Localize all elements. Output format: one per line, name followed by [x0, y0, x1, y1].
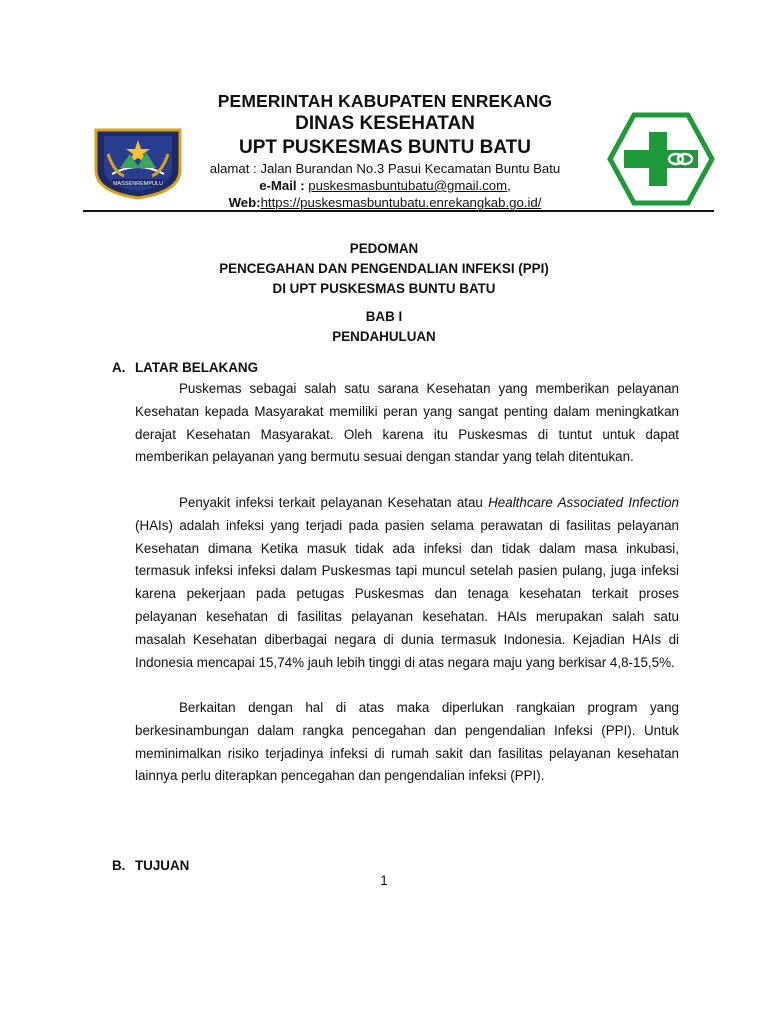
puskesmas-logo-icon [607, 112, 715, 206]
section-b-title: TUJUAN [135, 858, 190, 873]
letterhead-address: alamat : Jalan Burandan No.3 Pasui Kecamatan Buntu Batu [209, 161, 561, 176]
page-number: 1 [380, 873, 388, 888]
chapter-name: PENDAHULUAN [332, 329, 436, 344]
letterhead-government: PEMERINTAH KABUPATEN ENREKANG [217, 91, 553, 111]
emblem-motto: MASSENREMPULU [112, 181, 164, 187]
email-link[interactable]: puskesmasbuntubatu@gmail.com [308, 178, 508, 193]
letterhead-email-row [180, 177, 590, 194]
letterhead-web-row [180, 194, 590, 211]
paragraph-2-term: Healthcare Associated Infection [488, 495, 679, 510]
section-a-heading [112, 360, 258, 375]
paragraph-2 [135, 492, 679, 674]
paragraph-3-text: Berkaitan dengan hal di atas maka diperlukan rangkaian program yang berkesinambungan dalam rangka pencegahan dan pengendalian Infeksi (PPI). Untuk meminimalkan risiko terjadinya infeksi di rumah sakit dan fasilitas pelayanan kesehatan lainnya perlu diterapkan pencegahan dan pengendalian infeksi (PPI). [135, 700, 679, 784]
letterhead-department: DINAS KESEHATAN [295, 113, 475, 134]
letterhead-divider [83, 210, 714, 212]
email-suffix: , [507, 178, 511, 193]
web-label: Web: [228, 195, 261, 210]
paragraph-1 [135, 378, 679, 469]
paragraph-1-text: Puskemas sebagai salah satu sarana Kesehatan yang memberikan pelayanan Kesehatan kepada Masyarakat memiliki peran yang sangat penting dalam meningkatkan derajat Kesehatan Masyarakat. Oleh karena itu Puskesmas di tuntut untuk dapat memberikan pelayanan yang bermutu sesuai dengan standar yang telah ditentukan. [135, 381, 679, 465]
title-line-3: DI UPT PUSKESMAS BUNTU BATU [272, 281, 496, 296]
title-line-2: PENCEGAHAN DAN PENGENDALIAN INFEKSI (PPI) [219, 261, 549, 276]
letterhead [180, 90, 590, 211]
letterhead-institution: UPT PUSKESMAS BUNTU BATU [238, 137, 532, 158]
paragraph-3 [135, 697, 679, 788]
email-label: e-Mail : [259, 178, 309, 193]
paragraph-2-text-a: Penyakit infeksi terkait pelayanan Kesehatan atau [179, 495, 489, 510]
web-link[interactable]: https://puskesmasbuntubatu.enrekangkab.go.id/ [260, 195, 542, 210]
paragraph-2-text-b: (HAIs) adalah infeksi yang terjadi pada pasien selama perawatan di fasilitas pelayanan Kesehatan dimana Ketika masuk tidak ada infeksi dan tidak dalam masa inkubasi, termasuk infeksi infeksi dalam Puskesmas tapi muncul setelah pasien pulang, juga infeksi karena pekerjaan pada petugas Puskesmas dan tenaga kesehatan terkait proses pelayanan kesehatan di fasilitas pelayanan kesehatan. HAIs merupakan salah satu masalah Kesehatan diberbagai negara di dunia termasuk Indonesia. Kejadian HAIs di Indonesia mencapai 15,74% jauh lebih tinggi di atas negara maju yang berkisar 4,8-15,5%. [135, 517, 679, 670]
document-title [0, 239, 768, 299]
section-a-number: A. [112, 360, 126, 375]
chapter-heading [0, 307, 768, 347]
chapter-number: BAB I [365, 309, 403, 324]
enrekang-emblem-icon [90, 124, 186, 200]
section-b-heading [112, 858, 189, 873]
title-line-1: PEDOMAN [349, 241, 419, 256]
section-b-number: B. [112, 858, 126, 873]
section-a-title: LATAR BELAKANG [135, 360, 258, 375]
